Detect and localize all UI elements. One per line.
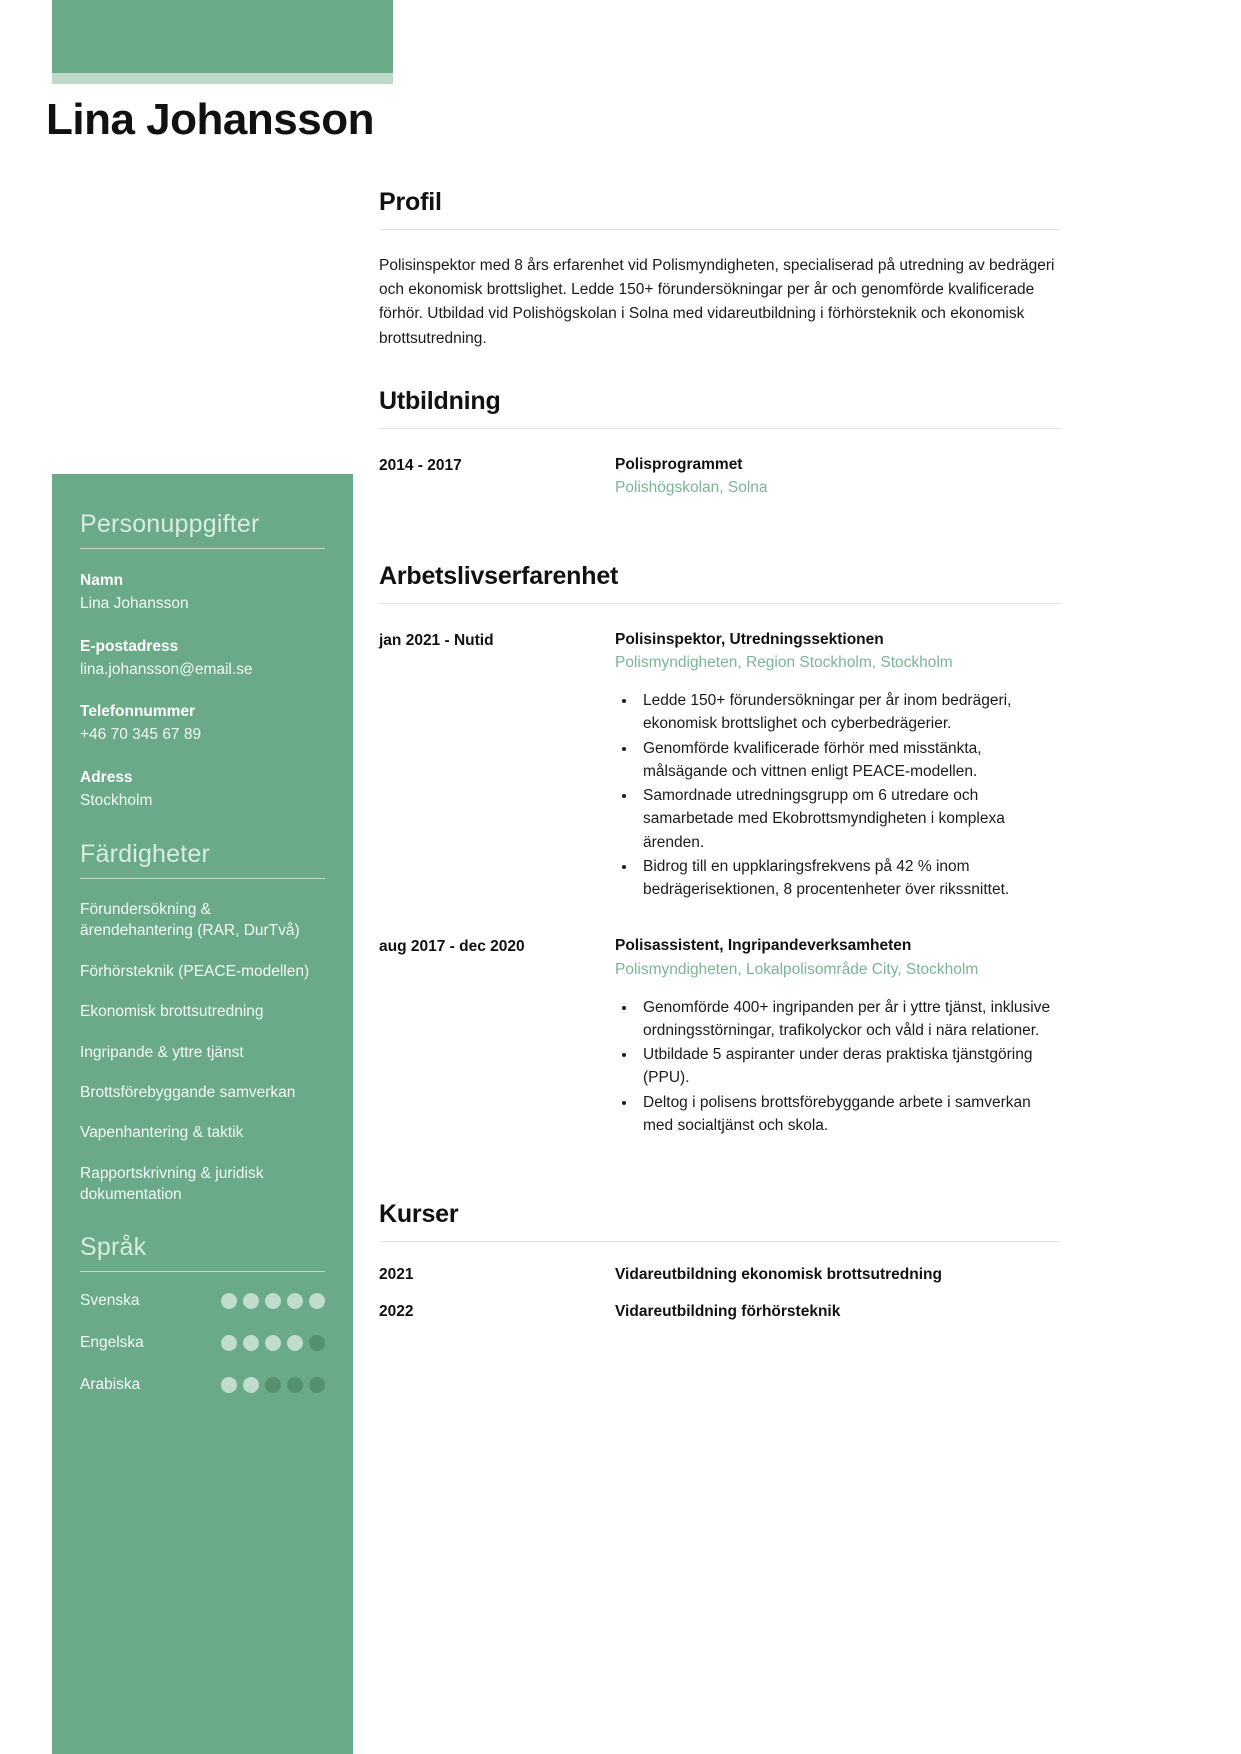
rating-dot xyxy=(243,1293,259,1309)
entry-organisation: Polismyndigheten, Lokalpolisområde City, Stockholm xyxy=(615,960,979,978)
section-heading-experience: Arbetslivserfarenhet xyxy=(379,561,619,590)
sidebar xyxy=(52,474,353,1754)
section-experience xyxy=(379,562,1061,1170)
language-row xyxy=(80,1292,325,1310)
header-accent-underline xyxy=(52,73,393,84)
divider xyxy=(379,229,1061,230)
divider xyxy=(80,1271,325,1272)
sidebar-heading-skills: Färdigheter xyxy=(80,840,211,868)
skill-item: Ingripande & yttre tjänst xyxy=(80,1043,244,1061)
rating-dot xyxy=(265,1293,281,1309)
header-accent-block xyxy=(52,0,393,73)
entry-bullet: • Samordnade utredningsgrupp om 6 utredare och samarbetade med Ekobrottsmyndigheten i komplexa ärenden. xyxy=(637,784,1061,854)
entry-bullet: • Deltog i polisens brottsförebyggande arbete i samverkan med socialtjänst och skola. xyxy=(637,1091,1061,1138)
entry-role: Polisinspektor, Utredningssektionen xyxy=(615,630,884,648)
spacer xyxy=(379,510,1061,532)
rating-dot xyxy=(309,1377,325,1393)
course-year: 2021 xyxy=(379,1266,414,1284)
skill-item: Förhörsteknik (PEACE-modellen) xyxy=(80,962,310,980)
contact-label: Namn xyxy=(80,572,124,589)
entry-role: Polisassistent, Ingripandeverksamheten xyxy=(615,937,912,955)
entry-role: Polisprogrammet xyxy=(615,455,743,473)
skills-list xyxy=(80,899,325,1205)
language-row xyxy=(80,1376,325,1394)
contact-value: +46 70 345 67 89 xyxy=(80,726,202,744)
rating-dot xyxy=(287,1293,303,1309)
rating-dot xyxy=(221,1377,237,1393)
section-heading-courses: Kurser xyxy=(379,1200,459,1229)
course-name: Vidareutbildning förhörsteknik xyxy=(615,1303,841,1321)
entry-date: aug 2017 - dec 2020 xyxy=(379,938,525,956)
divider xyxy=(379,1241,1061,1242)
rating-dot xyxy=(309,1335,325,1351)
contact-item xyxy=(80,569,325,616)
skill-item: Brottsförebyggande samverkan xyxy=(80,1083,296,1101)
main-content xyxy=(379,188,1061,1340)
rating-dot xyxy=(243,1377,259,1393)
course-entry xyxy=(379,1303,1061,1321)
spacer xyxy=(379,1148,1061,1170)
skill-item: Förundersökning & ärendehantering (RAR, DurTvå) xyxy=(80,901,300,940)
divider xyxy=(379,603,1061,604)
rating-dot xyxy=(287,1377,303,1393)
language-name: Arabiska xyxy=(80,1376,141,1394)
section-courses xyxy=(379,1200,1061,1321)
language-rating-dots xyxy=(221,1293,325,1309)
resume-entry xyxy=(379,453,1061,500)
rating-dot xyxy=(265,1335,281,1351)
rating-dot xyxy=(287,1335,303,1351)
education-list xyxy=(379,453,1061,532)
entry-date: jan 2021 - Nutid xyxy=(379,631,494,649)
sidebar-heading-personal: Personuppgifter xyxy=(80,510,260,538)
resume-entry xyxy=(379,628,1061,903)
course-entry xyxy=(379,1266,1061,1284)
contact-list xyxy=(80,569,325,812)
courses-list xyxy=(379,1266,1061,1321)
sidebar-heading-languages: Språk xyxy=(80,1233,147,1262)
entry-organisation: Polishögskolan, Solna xyxy=(615,478,768,496)
divider xyxy=(80,548,325,549)
entry-bullet: • Ledde 150+ förundersökningar per år inom bedrägeri, ekonomisk brottslighet och cyberbedrägerier. xyxy=(637,689,1061,736)
divider xyxy=(80,878,325,879)
skill-item: Rapportskrivning & juridisk dokumentation xyxy=(80,1164,264,1203)
section-heading-profile: Profil xyxy=(379,188,442,216)
contact-value: Lina Johansson xyxy=(80,595,189,613)
sidebar-section-personal xyxy=(80,510,325,812)
entry-bullet: • Utbildade 5 aspiranter under deras praktiska tjänstgöring (PPU). xyxy=(637,1043,1061,1090)
entry-bullet: • Genomförde 400+ ingripanden per år i yttre tjänst, inklusive ordningsstörningar, trafikolyckor och våld i nära relationer. xyxy=(637,996,1061,1043)
contact-item xyxy=(80,635,325,682)
entry-bullet: • Genomförde kvalificerade förhör med misstänkta, målsägande och vittnen enligt PEACE-modellen. xyxy=(637,737,1061,784)
rating-dot xyxy=(309,1293,325,1309)
contact-label: Telefonnummer xyxy=(80,703,196,720)
entry-body xyxy=(615,453,1061,500)
rating-dot xyxy=(221,1293,237,1309)
divider xyxy=(379,428,1061,429)
course-name: Vidareutbildning ekonomisk brottsutredning xyxy=(615,1266,942,1284)
sidebar-section-languages xyxy=(80,1233,325,1394)
profile-text: Polisinspektor med 8 års erfarenhet vid Polismyndigheten, specialiserad på utredning av bedrägeri och ekonomisk brottslighet. Ledde 150+ förundersökningar per år och genomförde kvalificerade förhör. Utbildad vid Polishögskolan i Solna med vidareutbildning i förhörsteknik och ekonomisk brottsutredning. xyxy=(379,257,1055,347)
spacer xyxy=(379,912,1061,934)
entry-organisation: Polismyndigheten, Region Stockholm, Stockholm xyxy=(615,654,953,672)
contact-item xyxy=(80,766,325,813)
spacer xyxy=(379,1174,1061,1200)
page-title: Lina Johansson xyxy=(46,95,374,144)
spacer xyxy=(379,536,1061,562)
section-heading-education: Utbildning xyxy=(379,386,501,415)
rating-dot xyxy=(221,1335,237,1351)
sidebar-section-skills xyxy=(80,840,325,1205)
contact-label: Adress xyxy=(80,768,133,786)
contact-value: Stockholm xyxy=(80,791,153,809)
rating-dot xyxy=(243,1335,259,1351)
entry-bullet-list xyxy=(637,996,1061,1138)
entry-date: 2014 - 2017 xyxy=(379,456,462,474)
resume-entry xyxy=(379,934,1061,1138)
entry-bullet-list xyxy=(637,689,1061,901)
entry-bullet: • Bidrog till en uppklaringsfrekvens på 42 % inom bedrägerisektionen, 8 procentenheter över rikssnittet. xyxy=(637,855,1061,902)
skill-item: Ekonomisk brottsutredning xyxy=(80,1003,264,1021)
section-education xyxy=(379,387,1061,532)
contact-item xyxy=(80,700,325,747)
entry-body xyxy=(615,628,1061,903)
language-list xyxy=(80,1292,325,1394)
experience-list xyxy=(379,628,1061,1170)
section-profile xyxy=(379,188,1061,351)
language-row xyxy=(80,1334,325,1352)
skill-item: Vapenhantering & taktik xyxy=(80,1124,244,1142)
rating-dot xyxy=(265,1377,281,1393)
course-year: 2022 xyxy=(379,1303,414,1321)
contact-label: E-postadress xyxy=(80,637,179,655)
language-rating-dots xyxy=(221,1377,325,1393)
entry-body xyxy=(615,934,1061,1138)
language-rating-dots xyxy=(221,1335,325,1351)
language-name: Svenska xyxy=(80,1292,140,1310)
contact-value: lina.johansson@email.se xyxy=(80,660,253,678)
language-name: Engelska xyxy=(80,1334,144,1352)
